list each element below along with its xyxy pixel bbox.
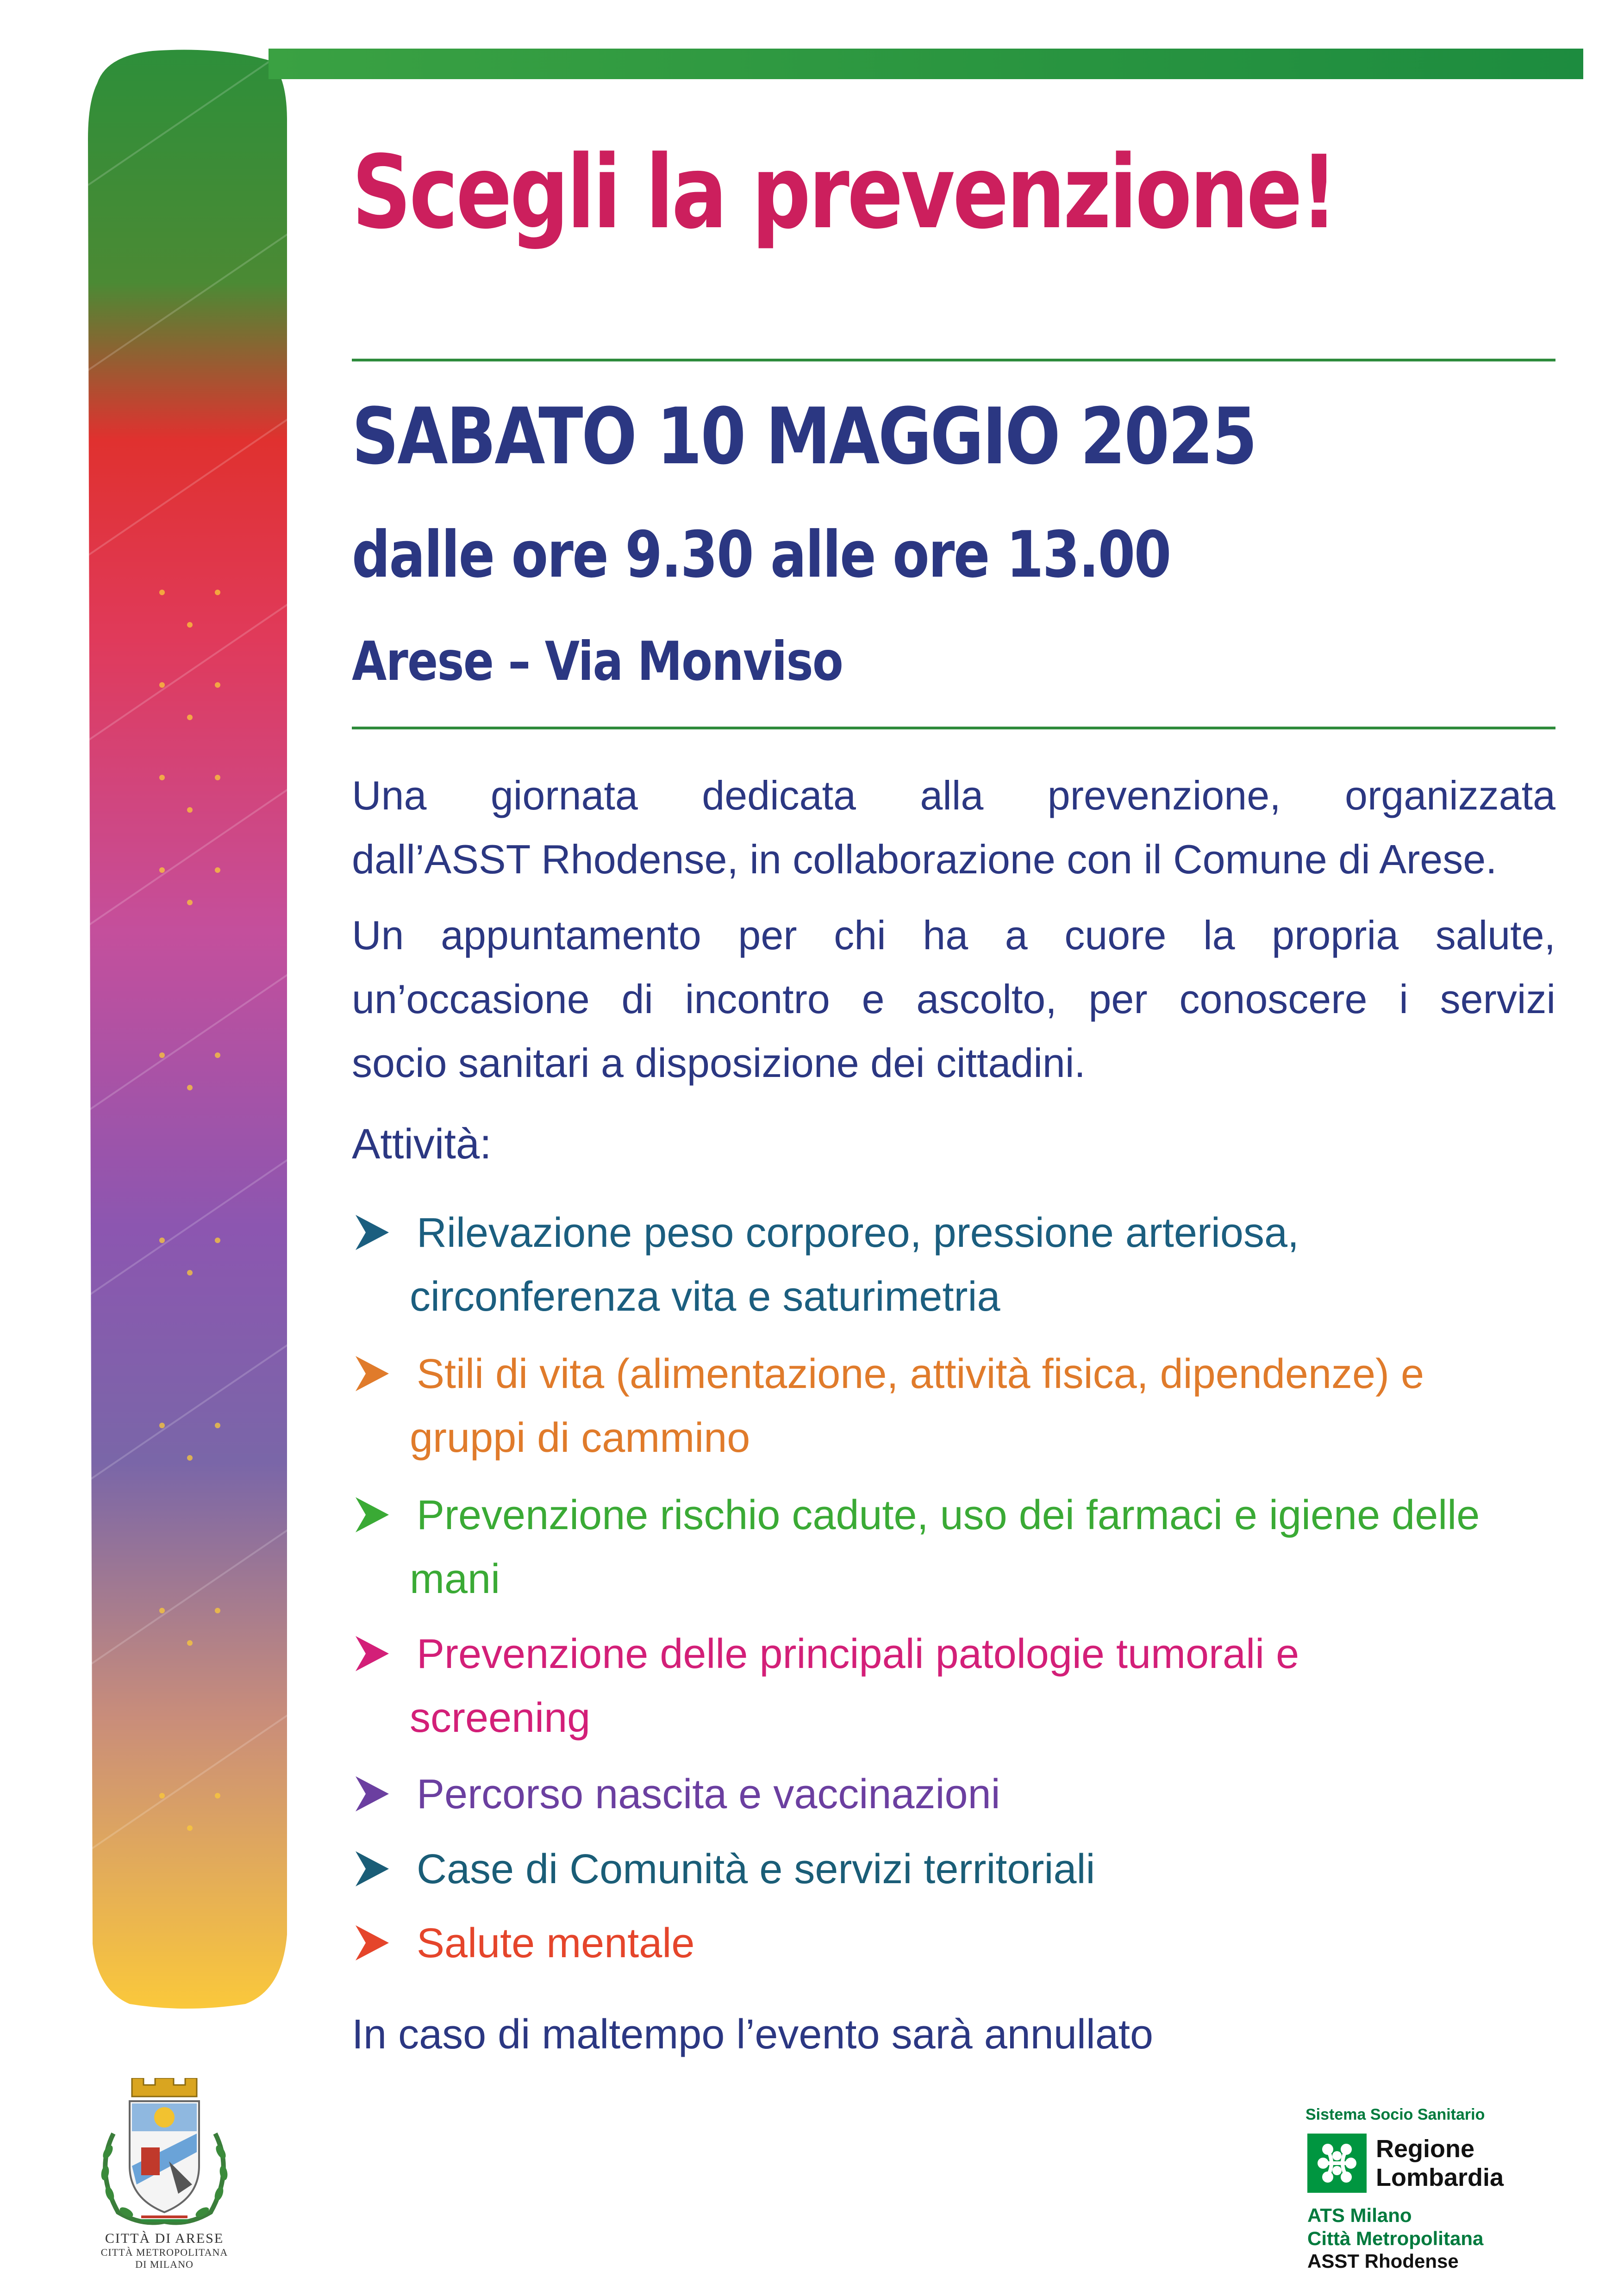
ats-line1: ATS Milano [1307,2204,1412,2226]
intro-p2-line1: Un appuntamento per chi ha a cuore la propria salute, [352,912,1555,958]
decorative-gradient-strip [69,46,310,2013]
activity-line: Prevenzione delle principali patologie tumorali e [417,1631,1299,1677]
activity-item [352,1483,1565,1611]
arese-line1: CITTÀ DI ARESE [105,2231,224,2246]
regione-name [1376,2134,1504,2192]
event-date: SABATO 10 MAGGIO 2025 [352,391,1256,482]
intro-p1-line2: dall’ASST Rhodense, in collaborazione con il Comune di Arese. [352,836,1497,882]
chevron-right-icon [356,1497,389,1532]
regione-name-line1: Regione [1376,2135,1475,2163]
regione-rosa-camuna-icon [1307,2134,1367,2193]
weather-note: In caso di maltempo l’evento sarà annullato [352,2011,1154,2058]
rosa-camuna-icon [1307,2134,1367,2193]
regione-lombardia-logo-block [1305,2106,1565,2282]
activity-item [352,1342,1565,1470]
activity-line: Percorso nascita e vaccinazioni [417,1771,1000,1817]
ats-name [1307,2204,1483,2250]
divider-bottom [352,727,1555,729]
chevron-right-icon [356,1851,389,1886]
activity-item [352,1762,1565,1826]
activity-line: circonferenza vita e saturimetria [410,1274,1000,1320]
activity-item [352,1837,1565,1901]
intro-paragraph-2c [352,1031,1555,1095]
activity-item [352,1622,1565,1750]
activity-line: Prevenzione rischio cadute, uso dei farmaci e igiene delle [417,1492,1480,1538]
intro-paragraph-2 [352,903,1555,967]
activities-label: Attività: [352,1120,492,1168]
regione-system-label: Sistema Socio Sanitario [1305,2106,1485,2123]
chevron-right-icon [356,1215,389,1250]
regione-name-line2: Lombardia [1376,2164,1504,2191]
intro-p2-line2: un’occasione di incontro e ascolto, per conoscere i servizi [352,976,1555,1022]
activity-line: Salute mentale [417,1920,695,1966]
activity-item [352,1911,1565,1975]
chevron-right-icon [356,1636,389,1671]
activity-line: Rilevazione peso corporeo, pressione arteriosa, [417,1210,1299,1256]
activity-line: Stili di vita (alimentazione, attività fisica, dipendenze) e [417,1351,1424,1397]
page-title: Scegli la prevenzione! [352,134,1336,251]
ats-line2: Città Metropolitana [1307,2228,1484,2249]
event-time: dalle ore 9.30 alle ore 13.00 [352,517,1170,592]
intro-paragraph-1 [352,764,1555,828]
activity-item [352,1201,1565,1329]
chevron-right-icon [356,1776,389,1811]
arese-coat-of-arms-icon [86,2078,243,2231]
event-place: Arese – Via Monviso [352,630,843,693]
top-green-bar [269,49,1583,79]
arese-name [69,2231,259,2271]
chevron-right-icon [356,1925,389,1960]
intro-p2-line3: socio sanitari a disposizione dei cittadini. [352,1040,1086,1086]
arese-line2: CITTÀ METROPOLITANA [100,2246,228,2258]
asst-name: ASST Rhodense [1307,2250,1459,2272]
intro-paragraph-2b [352,967,1555,1031]
activity-line: Case di Comunità e servizi territoriali [417,1846,1095,1892]
activity-line: gruppi di cammino [410,1415,750,1461]
divider-top [352,359,1555,361]
activity-line: mani [410,1556,500,1602]
activity-line: screening [410,1695,591,1741]
intro-p1-line1: Una giornata dedicata alla prevenzione, organizzata [352,772,1555,818]
intro-paragraph-1b [352,828,1555,891]
arese-line3: DI MILANO [135,2259,194,2270]
chevron-right-icon [356,1356,389,1391]
